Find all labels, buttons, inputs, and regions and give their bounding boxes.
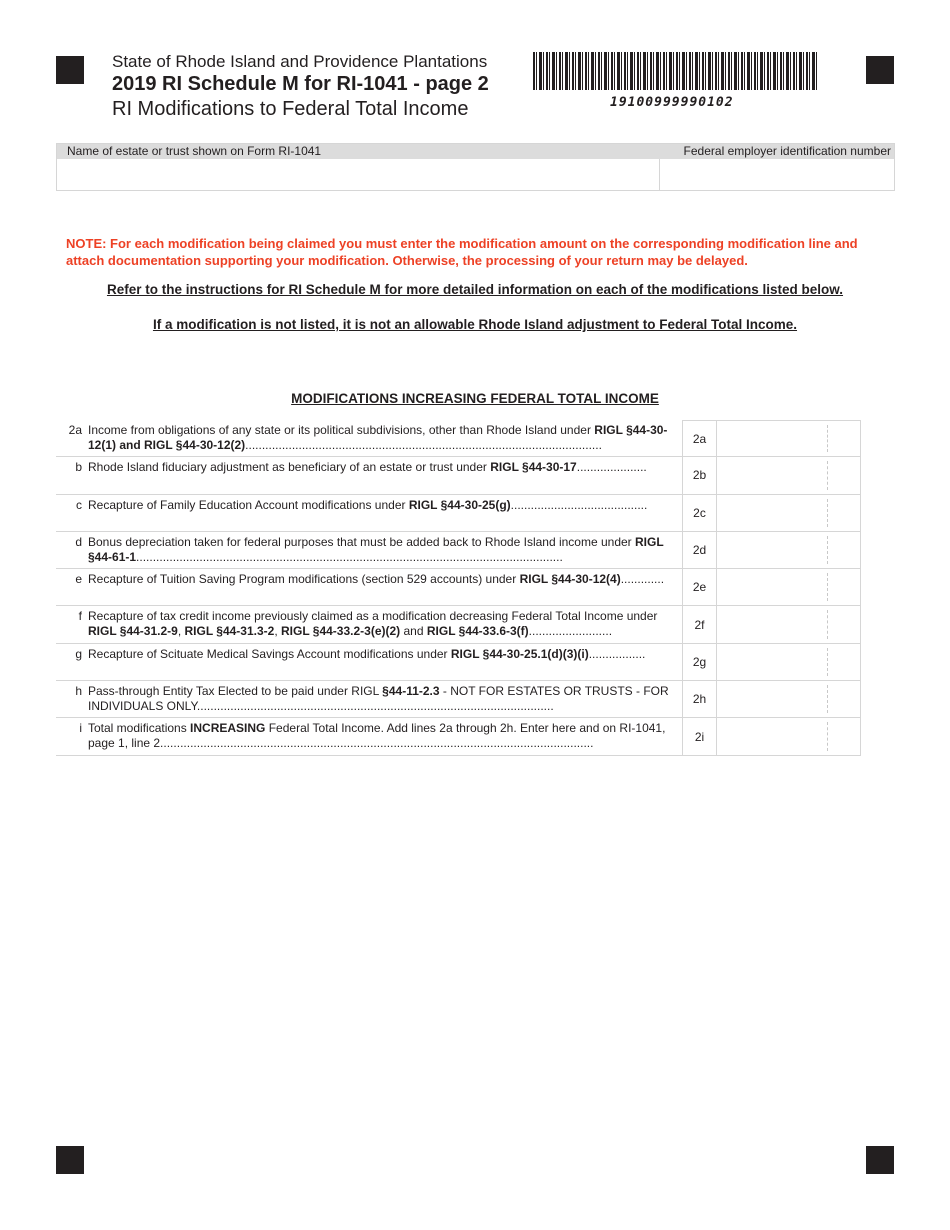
barcode-number: 19100999990102 (610, 95, 734, 110)
line-description (88, 569, 682, 605)
line-row-2f (56, 606, 861, 643)
line-letter: e (75, 572, 82, 587)
desc-segment: RIGL §44-61-1 (88, 534, 664, 564)
desc-segment: RIGL §44-33.2-3(e)(2) (281, 624, 401, 639)
line-letter: 2a (68, 423, 82, 437)
line-code: 2i (682, 718, 717, 754)
line-letter: g (75, 646, 82, 661)
line-letter: f (78, 609, 82, 624)
amount-field-2a[interactable] (717, 420, 861, 456)
desc-segment: , (274, 624, 281, 639)
registration-mark (866, 56, 894, 84)
desc-segment: Recapture of tax credit income previously claimed as a modification decreasing Federal Total Income under (88, 609, 658, 624)
registration-mark (866, 1146, 894, 1174)
state-name: State of Rhode Island and Providence Plantations (112, 52, 488, 71)
line-row-2h (56, 681, 861, 718)
note-text: NOTE: For each modification being claimed you must enter the modification amount on the corresponding modification line and attach documentation supporting your modification. Otherwise, the processing of your return may be delayed. (66, 236, 858, 268)
line-description (88, 718, 682, 754)
desc-segment: and (400, 624, 427, 639)
line-code: 2e (682, 569, 717, 605)
form-subtitle: RI Modifications to Federal Total Income (112, 98, 469, 120)
line-row-2i (56, 718, 861, 755)
desc-segment: RIGL §44-33.6-3(f) (426, 624, 529, 639)
fein-field[interactable] (660, 159, 894, 191)
section-title: MODIFICATIONS INCREASING FEDERAL TOTAL INCOME (291, 391, 659, 406)
line-letter: h (75, 684, 82, 699)
line-code: 2a (682, 420, 717, 456)
desc-segment: RIGL §44-30-25.1(d)(3)(i) (450, 646, 589, 661)
line-row-2a (56, 420, 861, 457)
amount-field-2e[interactable] (717, 569, 861, 605)
line-description (88, 420, 682, 456)
desc-segment: ............. (620, 572, 665, 587)
name-field[interactable] (57, 159, 660, 191)
line-letter: b (75, 460, 82, 475)
line-code: 2d (682, 532, 717, 568)
identification-box (56, 143, 895, 191)
desc-segment: Pass-through Entity Tax Elected to be paid under RIGL (88, 684, 383, 699)
line-row-2d (56, 532, 861, 569)
amount-field-2f[interactable] (717, 606, 861, 642)
desc-segment: ................. (588, 646, 646, 661)
barcode (533, 52, 817, 90)
line-letter: c (76, 497, 82, 512)
form-title: 2019 RI Schedule M for RI-1041 - page 2 (112, 73, 489, 95)
desc-segment: Federal Total Income. Add lines 2a through 2h. Enter here and on RI-1041, page 1, line 2.................................................................................................................................. (88, 721, 666, 751)
not-listed-notice: If a modification is not listed, it is not an allowable Rhode Island adjustment to Federal Total Income. (152, 317, 798, 332)
line-row-2g (56, 644, 861, 681)
desc-segment: INCREASING (190, 721, 266, 736)
line-description (88, 495, 682, 531)
desc-segment: ................................................................................................................................ (136, 549, 563, 564)
line-row-2e (56, 569, 861, 606)
line-row-2c (56, 495, 861, 532)
line-code: 2c (682, 495, 717, 531)
registration-mark (56, 56, 84, 84)
desc-segment: Recapture of Scituate Medical Savings Account modifications under (88, 646, 451, 661)
desc-segment: RIGL §44-30-25(g) (408, 497, 511, 512)
line-row-2b (56, 457, 861, 494)
desc-segment: RIGL §44-31.2-9 (88, 624, 178, 639)
line-description (88, 532, 682, 568)
line-description (88, 681, 682, 717)
desc-segment: ......................... (528, 624, 613, 639)
amount-field-2g[interactable] (717, 644, 861, 680)
amount-field-2h[interactable] (717, 681, 861, 717)
line-description (88, 457, 682, 493)
desc-segment: Recapture of Family Education Account modifications under (88, 497, 409, 512)
refer-instructions: Refer to the instructions for RI Schedule M for more detailed information on each of the modifications listed below. (106, 282, 844, 297)
amount-field-2b[interactable] (717, 457, 861, 493)
modifications-table (56, 420, 861, 756)
amount-field-2d[interactable] (717, 532, 861, 568)
desc-segment: Total modifications (88, 721, 191, 736)
line-code: 2b (682, 457, 717, 493)
desc-segment: ........................................................................................................... (245, 438, 602, 452)
desc-segment: Rhode Island fiduciary adjustment as beneficiary of an estate or trust under (88, 460, 491, 475)
line-letter: d (75, 534, 82, 549)
desc-segment: Income from obligations of any state or its political subdivisions, other than Rhode Island under (88, 423, 595, 437)
desc-segment: ......................................... (510, 497, 648, 512)
desc-segment: RIGL §44-30-12(4) (519, 572, 621, 587)
name-label: Name of estate or trust shown on Form RI-1041 (67, 144, 322, 158)
line-code: 2f (682, 606, 717, 642)
amount-field-2c[interactable] (717, 495, 861, 531)
registration-mark (56, 1146, 84, 1174)
line-letter: i (79, 721, 82, 736)
line-description (88, 606, 682, 642)
desc-segment: , (177, 624, 185, 639)
fein-label: Federal employer identification number (683, 144, 891, 158)
desc-segment: Recapture of Tuition Saving Program modifications (section 529 accounts) under (88, 572, 520, 587)
desc-segment: §44-11-2.3 (382, 684, 440, 699)
desc-segment: - NOT FOR ESTATES OR TRUSTS - FOR INDIVIDUALS ONLY........................................................................................................... (88, 684, 669, 714)
line-code: 2g (682, 644, 717, 680)
amount-field-2i[interactable] (717, 718, 861, 754)
desc-segment: RIGL §44-30-17 (490, 460, 577, 475)
desc-segment: ..................... (576, 460, 647, 475)
desc-segment: RIGL §44-30-12(1) and RIGL §44-30-12(2) (88, 423, 668, 452)
desc-segment: Bonus depreciation taken for federal purposes that must be added back to Rhode Island income under (88, 534, 636, 549)
desc-segment: RIGL §44-31.3-2 (184, 624, 275, 639)
line-description (88, 644, 682, 680)
line-code: 2h (682, 681, 717, 717)
